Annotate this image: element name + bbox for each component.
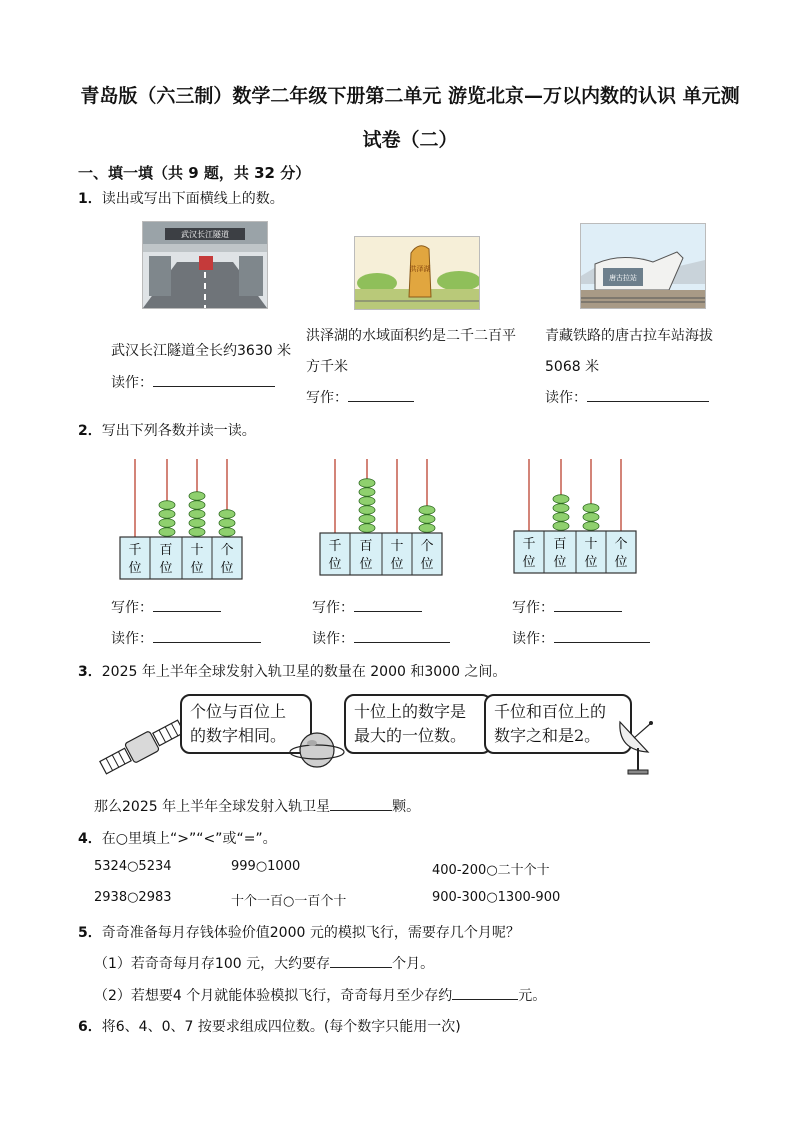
- abacus-3: [512, 455, 642, 583]
- abacus-bead: [583, 513, 599, 522]
- question-text: 将6、4、0、7 按要求组成四位数。(每个数字只能用一次): [101, 1019, 461, 1035]
- place-label: 个: [614, 537, 628, 552]
- lake-caption-line1: 洪泽湖的水域面积约是二千二百平: [306, 328, 516, 344]
- write-label: 写作：: [306, 390, 348, 406]
- place-label: 十: [190, 543, 204, 558]
- place-label: 个: [420, 539, 434, 554]
- bubble-line: 的数字相同。: [190, 726, 287, 745]
- compare-item[interactable]: 2938○2983: [94, 890, 172, 905]
- abacus-2: [318, 455, 448, 583]
- question-number: 6．: [78, 1019, 102, 1035]
- bubble-line: 千位和百位上的: [494, 702, 607, 721]
- abacus-bead: [159, 510, 175, 519]
- monument-sign-text: 洪泽湖: [409, 265, 431, 273]
- abacus-bead: [189, 492, 205, 501]
- bubble-line: 十位上的数字是: [354, 702, 467, 721]
- place-label: 位: [220, 561, 234, 576]
- question-number: 1．: [78, 191, 102, 207]
- section-header: 一、填一填（共 9 题，共 32 分）: [78, 164, 311, 182]
- place-label: 位: [390, 557, 404, 572]
- abacus-3-write: [512, 597, 622, 617]
- question-text: 写出下列各数并读一读。: [101, 423, 256, 439]
- answer-blank[interactable]: [354, 628, 450, 643]
- abacus-1-write: [111, 597, 221, 617]
- place-label: 百: [553, 537, 567, 552]
- write-label: 写作：: [512, 600, 554, 616]
- abacus-bead: [359, 479, 375, 488]
- planet-icon: [288, 726, 346, 774]
- abacus-bead: [553, 495, 569, 504]
- question-3: [78, 661, 506, 681]
- place-label: 千: [128, 543, 142, 558]
- abacus-bead: [419, 524, 435, 533]
- abacus-bead: [189, 519, 205, 528]
- station-caption-line1: 青藏铁路的唐古拉车站海拔: [545, 328, 713, 344]
- place-label: 位: [584, 555, 598, 570]
- answer-blank[interactable]: [554, 597, 622, 612]
- abacus-bead: [219, 528, 235, 537]
- place-label: 个: [220, 543, 234, 558]
- answer-blank[interactable]: [587, 387, 709, 402]
- abacus-bead: [359, 524, 375, 533]
- question-4: [78, 828, 277, 848]
- question-2: [78, 420, 256, 440]
- abacus-bead: [359, 515, 375, 524]
- abacus-bead: [583, 522, 599, 531]
- speech-bubble-3: [484, 694, 632, 754]
- answer-prefix: 那么2025 年上半年全球发射入轨卫星: [94, 799, 331, 815]
- place-label: 千: [328, 539, 342, 554]
- place-label: 位: [128, 561, 142, 576]
- question-text: 读出或写出下面横线上的数。: [101, 191, 284, 207]
- speech-bubble-2: [344, 694, 492, 754]
- answer-blank[interactable]: [330, 953, 392, 968]
- abacus-1-read: [111, 628, 261, 648]
- abacus-bead: [189, 510, 205, 519]
- abacus-bead: [159, 501, 175, 510]
- bubble-line: 最大的一位数。: [354, 726, 467, 745]
- question-text: 在○里填上“>”“<”或“=”。: [101, 831, 277, 847]
- answer-blank[interactable]: [330, 796, 392, 811]
- abacus-3-read: [512, 628, 650, 648]
- abacus-bead: [553, 504, 569, 513]
- abacus-1: [118, 455, 248, 583]
- place-label: 位: [553, 555, 567, 570]
- place-label: 位: [190, 561, 204, 576]
- question-number: 5．: [78, 925, 102, 941]
- abacus-bead: [419, 515, 435, 524]
- abacus-bead: [359, 506, 375, 515]
- question-5-sub1: [94, 953, 434, 973]
- question-text: 2025 年上半年全球发射入轨卫星的数量在 2000 和3000 之间。: [101, 664, 507, 680]
- abacus-bead: [189, 501, 205, 510]
- answer-blank[interactable]: [452, 985, 518, 1000]
- read-label: 读作：: [312, 631, 354, 647]
- abacus-bead: [359, 488, 375, 497]
- answer-blank[interactable]: [348, 387, 414, 402]
- abacus-bead: [219, 519, 235, 528]
- compare-item[interactable]: 400-200○二十个十: [432, 863, 550, 878]
- abacus-bead: [159, 528, 175, 537]
- place-label: 位: [359, 557, 373, 572]
- abacus-2-write: [312, 597, 422, 617]
- read-label: 读作：: [111, 631, 153, 647]
- abacus-bead: [189, 528, 205, 537]
- abacus-bead: [553, 522, 569, 531]
- write-label: 写作：: [111, 600, 153, 616]
- station-answer: [545, 387, 709, 407]
- compare-item[interactable]: 十个一百○一百个十: [231, 894, 347, 909]
- question-number: 3．: [78, 664, 102, 680]
- lake-caption-line2: 方千米: [306, 359, 348, 375]
- compare-item[interactable]: 900-300○1300-900: [432, 890, 561, 905]
- answer-blank[interactable]: [354, 597, 422, 612]
- lake-monument-picture: [354, 236, 480, 310]
- station-picture: [580, 223, 706, 309]
- abacus-bead: [359, 497, 375, 506]
- place-label: 百: [359, 539, 373, 554]
- station-caption-line2: 5068 米: [545, 359, 600, 375]
- station-sign-text: 唐古拉站: [609, 274, 637, 282]
- abacus-bead: [583, 504, 599, 513]
- read-label: 读作：: [111, 375, 153, 391]
- question-5-sub2: [94, 985, 546, 1005]
- answer-blank[interactable]: [153, 597, 221, 612]
- place-label: 位: [420, 557, 434, 572]
- place-label: 百: [159, 543, 173, 558]
- abacus-bead: [419, 506, 435, 515]
- sub-question-suffix: 元。: [518, 988, 547, 1004]
- answer-blank[interactable]: [153, 372, 275, 387]
- question-6: [78, 1016, 461, 1036]
- tunnel-caption: 武汉长江隧道全长约3630 米: [111, 343, 292, 359]
- abacus-bead: [553, 513, 569, 522]
- read-label: 读作：: [512, 631, 554, 647]
- answer-suffix: 颗。: [392, 799, 421, 815]
- answer-blank[interactable]: [554, 628, 650, 643]
- write-label: 写作：: [312, 600, 354, 616]
- place-label: 位: [328, 557, 342, 572]
- place-label: 千: [522, 537, 536, 552]
- question-3-answer: [94, 796, 420, 816]
- sub-question-text: （1）若奇奇每月存100 元，大约要存: [94, 956, 331, 972]
- place-label: 位: [159, 561, 173, 576]
- tunnel-picture: [142, 221, 268, 309]
- place-label: 位: [522, 555, 536, 570]
- read-label: 读作：: [545, 390, 587, 406]
- place-label: 十: [390, 539, 404, 554]
- compare-item[interactable]: 5324○5234: [94, 859, 172, 874]
- sub-question-text: （2）若想要4 个月就能体验模拟飞行，奇奇每月至少存约: [94, 988, 453, 1004]
- abacus-bead: [219, 510, 235, 519]
- question-1: [78, 188, 284, 208]
- answer-blank[interactable]: [153, 628, 261, 643]
- question-number: 2．: [78, 423, 102, 439]
- compare-item[interactable]: 999○1000: [231, 859, 301, 874]
- place-label: 十: [584, 537, 598, 552]
- lake-answer: [306, 387, 414, 407]
- page-title-line2: 试卷（二）: [362, 129, 458, 151]
- page-title-line1: 青岛版（六三制）数学二年级下册第二单元 游览北京—万以内数的认识 单元测: [80, 85, 740, 107]
- tunnel-sign-text: 武汉长江隧道: [181, 230, 229, 239]
- tunnel-answer: [111, 372, 275, 392]
- question-number: 4．: [78, 831, 102, 847]
- abacus-2-read: [312, 628, 450, 648]
- radar-dish-icon: [614, 712, 666, 776]
- question-5: [78, 922, 520, 942]
- sub-question-suffix: 个月。: [392, 956, 435, 972]
- place-label: 位: [614, 555, 628, 570]
- bubble-line: 数字之和是2。: [494, 726, 601, 745]
- question-text: 奇奇准备每月存钱体验价值2000 元的模拟飞行，需要存几个月呢？: [101, 925, 520, 941]
- satellite-icon: [96, 718, 188, 776]
- bubble-line: 个位与百位上: [190, 702, 287, 721]
- abacus-bead: [159, 519, 175, 528]
